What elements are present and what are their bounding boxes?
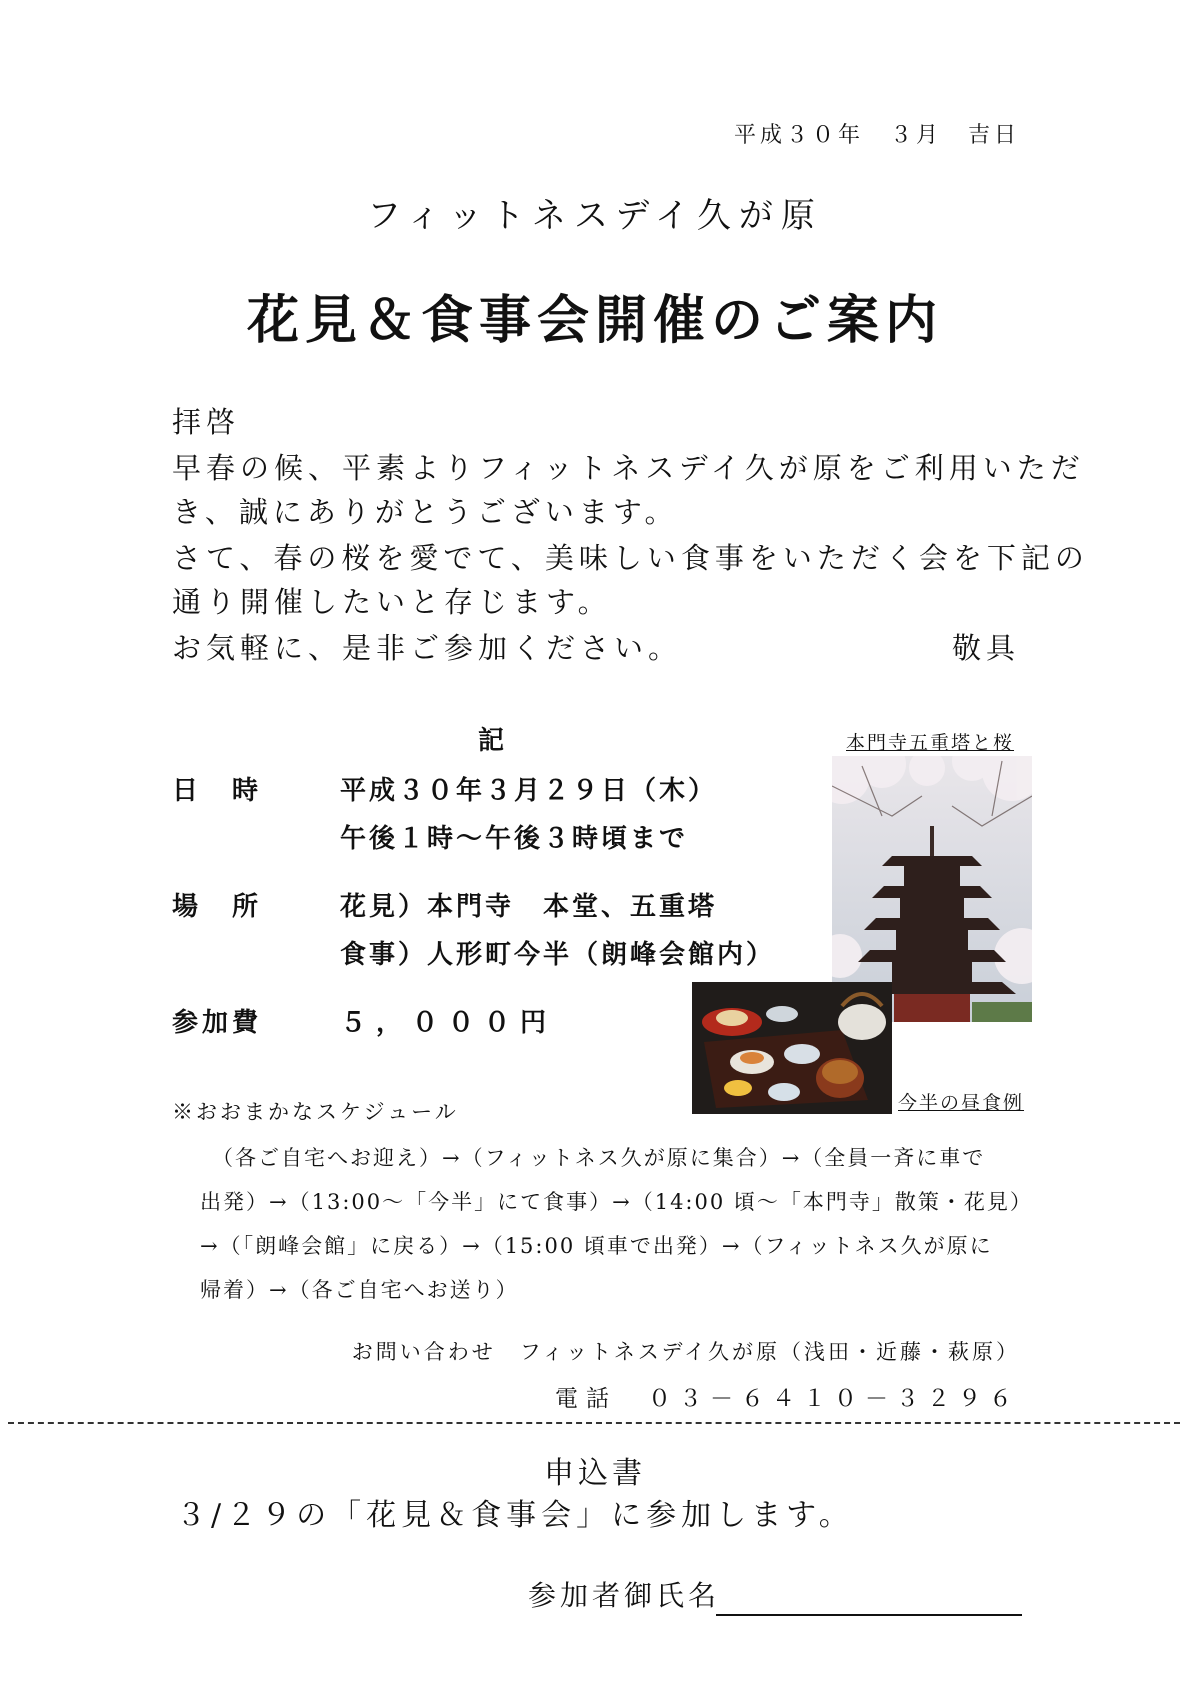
form-statement: ３/２９の「花見＆食事会」に参加します。 bbox=[176, 1498, 854, 1533]
issue-date: 平成３０年 ３月 吉日 bbox=[733, 123, 1020, 148]
schedule-line: 帰着）→（各ご自宅へお送り） bbox=[200, 1278, 519, 1302]
pagoda-photo-caption: 本門寺五重塔と桜 bbox=[846, 732, 1015, 754]
participant-name-field[interactable] bbox=[716, 1614, 1022, 1616]
letter-line: お気軽に、是非ご参加ください。 bbox=[172, 631, 683, 665]
fee-label: 参加費 bbox=[172, 1008, 263, 1038]
datetime-value: 午後１時～午後３時頃まで bbox=[340, 824, 689, 854]
cut-line bbox=[8, 1422, 1180, 1424]
form-title: 申込書 bbox=[544, 1456, 646, 1491]
place-label: 場 所 bbox=[172, 892, 263, 922]
participant-name-label: 参加者御氏名 bbox=[528, 1579, 721, 1612]
fee-value: ５，０００円 bbox=[340, 1008, 557, 1038]
schedule-line: →（「朗峰会館」に戻る）→（15:00 頃車で出発）→（フィットネス久が原に bbox=[200, 1234, 993, 1258]
lunch-illustration bbox=[692, 982, 892, 1114]
contact-phone: 電話 ０３－６４１０－３２９６ bbox=[555, 1386, 1020, 1412]
letter-line: 通り開催したいと存じます。 bbox=[172, 585, 612, 619]
contact-info: お問い合わせ フィットネスデイ久が原（浅田・近藤・萩原） bbox=[351, 1340, 1020, 1364]
lunch-photo bbox=[692, 982, 892, 1114]
organization-name: フィットネスデイ久が原 bbox=[367, 196, 823, 236]
place-value: 食事）人形町今半（朗峰会館内） bbox=[340, 940, 776, 970]
lunch-photo-caption: 今半の昼食例 bbox=[898, 1092, 1025, 1114]
schedule-line: 出発）→（13:00～「今半」にて食事）→（14:00 頃～「本門寺」散策・花見） bbox=[200, 1190, 1033, 1214]
schedule-heading: ※おおまかなスケジュール bbox=[172, 1100, 459, 1124]
schedule-line: （各ご自宅へお迎え）→（フィットネス久が原に集合）→（全員一斉に車で bbox=[212, 1146, 986, 1170]
place-value: 花見）本門寺 本堂、五重塔 bbox=[340, 892, 718, 922]
datetime-value: 平成３０年３月２９日（木） bbox=[340, 776, 718, 806]
letter-line: さて、春の桜を愛でて、美味しい食事をいただく会を下記の bbox=[172, 541, 1089, 575]
letter-opening: 拝啓 bbox=[172, 405, 241, 439]
letter-closing: 敬具 bbox=[951, 631, 1020, 665]
details-heading: 記 bbox=[478, 726, 505, 756]
page-title: 花見＆食事会開催のご案内 bbox=[246, 290, 943, 351]
letter-line: 早春の候、平素よりフィットネスデイ久が原をご利用いただ bbox=[172, 451, 1085, 485]
letter-line: き、誠にありがとうございます。 bbox=[172, 495, 679, 529]
datetime-label: 日 時 bbox=[172, 776, 263, 806]
